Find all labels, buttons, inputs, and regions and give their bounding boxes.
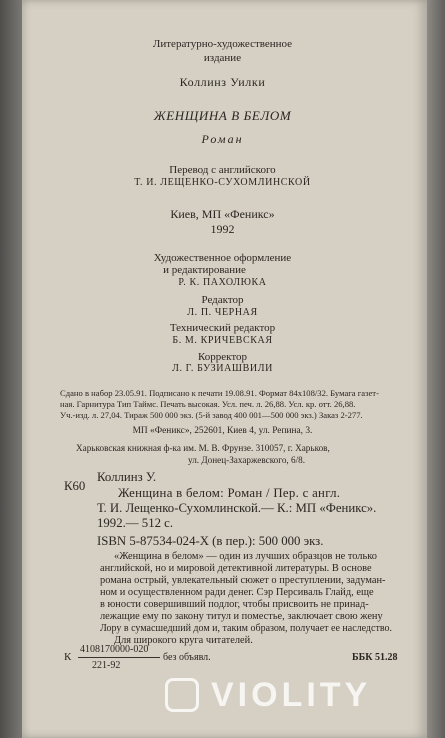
- annotation-line-7: Лору в сумасшедший дом и, таким образом, получает ее наследство.: [100, 623, 392, 634]
- genre-line-2: издание: [203, 52, 242, 64]
- imprint-line-2: ная. Гарнитура Тип Таймс. Печать высокая. Усл. печ. л. 26,88. Усл. кр. отт. 26,88.: [60, 399, 356, 409]
- bbk-code: ББК 51.28: [352, 652, 398, 663]
- watermark: [165, 676, 435, 716]
- catalog-code: К60: [64, 479, 86, 493]
- genre-line-1: Литературно-художественное: [152, 38, 293, 50]
- catalog-author: Коллинз У.: [97, 470, 157, 484]
- imprint-line-1: Сдано в набор 23.05.91. Подписано к печати 19.08.91. Формат 84х108/32. Бумага газет-: [60, 388, 379, 398]
- design-line-1: Художественное оформление: [153, 252, 292, 264]
- translator-name: Т. И. ЛЕЩЕНКО-СУХОМЛИНСКОЙ: [134, 177, 311, 188]
- translation-line-1: Перевод с английского: [169, 164, 276, 176]
- footer-note: без объявл.: [163, 652, 211, 663]
- watermark-logo-icon: [165, 678, 199, 712]
- book-title: ЖЕНЩИНА В БЕЛОМ: [153, 108, 292, 123]
- catalog-line-1: Женщина в белом: Роман / Пер. с англ.: [118, 486, 341, 500]
- fraction-top: 4108170000-020: [80, 644, 149, 655]
- annotation-line-2: английской, но и мировой детективной литературы. В основе: [100, 563, 372, 574]
- fraction-bar: [78, 657, 160, 658]
- annotation-line-5: в юности совершивший подлог, чтобы присвоить не принад-: [100, 599, 369, 610]
- annotation-line-4: ном и осуществленном ради денег. Сэр Персиваль Глайд, еще: [100, 587, 374, 598]
- editor-name: Л. П. ЧЕРНАЯ: [187, 307, 258, 318]
- annotation-line-1: «Женщина в белом» — один из лучших образцов не только: [114, 551, 377, 562]
- publisher-address: МП «Феникс», 252601, Киев 4, ул. Репина, 3.: [132, 426, 313, 436]
- fraction-bottom: 221-92: [92, 660, 121, 671]
- tech-editor-name: Б. М. КРИЧЕВСКАЯ: [172, 335, 273, 346]
- corrector-name: Л. Г. БУЗИАШВИЛИ: [172, 363, 273, 374]
- annotation-line-8: Для широкого круга читателей.: [114, 635, 253, 646]
- catalog-line-2: Т. И. Лещенко-Сухомлинской.— К.: МП «Феникс».: [97, 501, 377, 515]
- author-name: Коллинз Уилки: [179, 75, 266, 89]
- printer-line-2: ул. Донец-Захаржевского, 6/8.: [188, 455, 306, 465]
- editor-label: Редактор: [201, 294, 244, 306]
- annotation-line-6: лежащие ему по закону титул и поместье, заключает свою жену: [100, 611, 383, 622]
- design-line-2: и редактирование: [163, 264, 246, 276]
- book-subtitle: Роман: [201, 132, 244, 146]
- publication-year: 1992: [210, 222, 235, 236]
- corrector-label: Корректор: [197, 351, 248, 363]
- publisher-line: Киев, МП «Феникс»: [170, 207, 275, 221]
- catalog-isbn: ISBN 5-87534-024-Х (в пер.): 500 000 экз.: [97, 534, 324, 548]
- design-name: Р. К. ПАХОЛЮКА: [178, 277, 267, 288]
- imprint-line-3: Уч.-изд. л. 27,04. Тираж 500 000 экз. (5-й завод 400 001—500 000 экз.) Заказ 2-277.: [60, 410, 363, 420]
- annotation-line-3: романа острый, увлекательный сюжет о преступлении, задуман-: [100, 575, 386, 586]
- tech-editor-label: Технический редактор: [169, 322, 276, 334]
- printer-line-1: Харьковская книжная ф-ка им. М. В. Фрунзе. 310057, г. Харьков,: [76, 443, 330, 453]
- watermark-text: VIOLITY: [211, 676, 372, 714]
- catalog-line-3: 1992.— 512 с.: [97, 516, 174, 530]
- footer-k-letter: К: [64, 651, 72, 663]
